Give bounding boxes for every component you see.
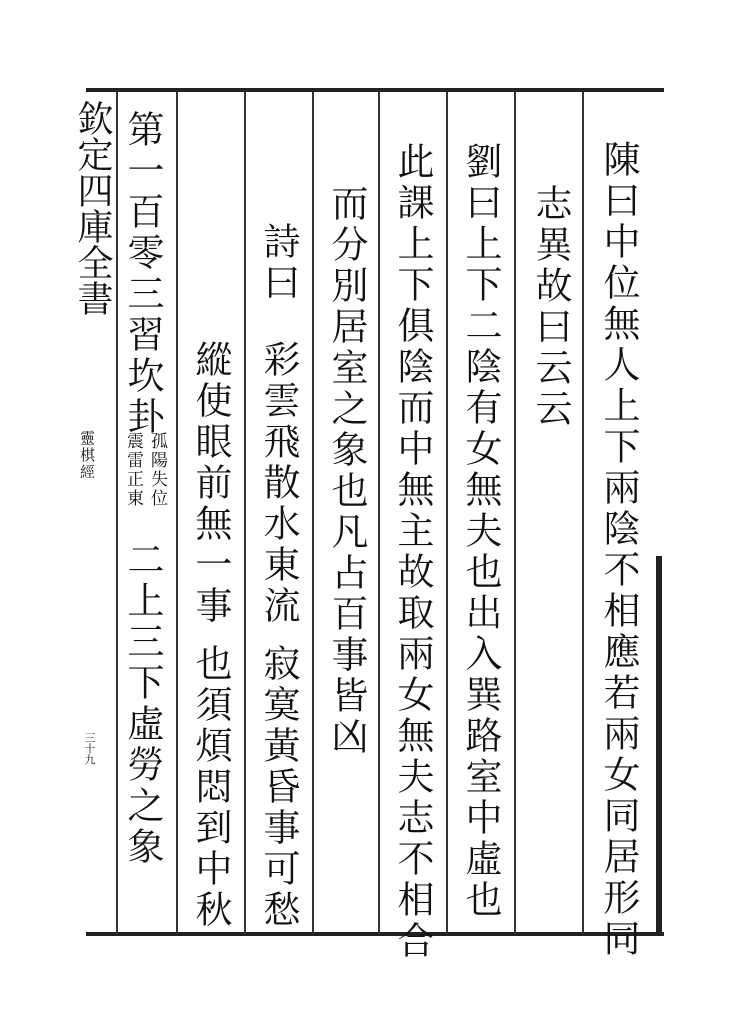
column-rule xyxy=(514,92,516,934)
page-frame-bottom xyxy=(86,932,664,936)
column-rule xyxy=(582,92,584,934)
margin-book-name: 靈棋經 xyxy=(78,430,96,481)
text-column-6-heading: 詩曰 xyxy=(257,222,300,304)
text-column-7-verse-a: 縱使眼前無一事 xyxy=(189,340,232,627)
page-frame-right-border xyxy=(656,556,662,934)
text-column-6-verse-b: 寂寞黃昏事可愁 xyxy=(257,644,300,931)
text-column-4: 此課上下俱陰而中無主故取兩女無夫志不相合 xyxy=(391,142,434,962)
hexagram-note-2: 震雷正東 xyxy=(123,432,143,508)
column-rule xyxy=(116,92,118,934)
text-column-2: 志異故曰云云 xyxy=(529,184,572,430)
text-column-1: 陳曰中位無人上下兩陰不相應若兩女同居形同 xyxy=(597,140,640,960)
column-rule xyxy=(312,92,314,934)
page-frame-top xyxy=(86,88,664,92)
text-column-5: 而分別居室之象也凡占百事皆凶 xyxy=(325,184,368,758)
hexagram-note-1: 孤陽失位 xyxy=(147,432,167,508)
margin-title: 欽定四庫全書 xyxy=(72,100,113,316)
text-column-8-hexagram-title: 第一百零三習坎卦 xyxy=(121,110,164,438)
column-rule xyxy=(378,92,380,934)
text-column-8-continuation: 二上三下虛勞之象 xyxy=(121,540,164,868)
column-rule xyxy=(446,92,448,934)
text-column-7-verse-b: 也須煩悶到中秋 xyxy=(189,644,232,931)
margin-page-number: 三十九 xyxy=(83,732,96,765)
text-column-3: 劉曰上下二陰有女無夫也出入巽路室中虛也 xyxy=(459,142,502,921)
column-rule xyxy=(244,92,246,934)
text-column-6-verse-a: 彩雲飛散水東流 xyxy=(257,340,300,627)
column-rule xyxy=(176,92,178,934)
